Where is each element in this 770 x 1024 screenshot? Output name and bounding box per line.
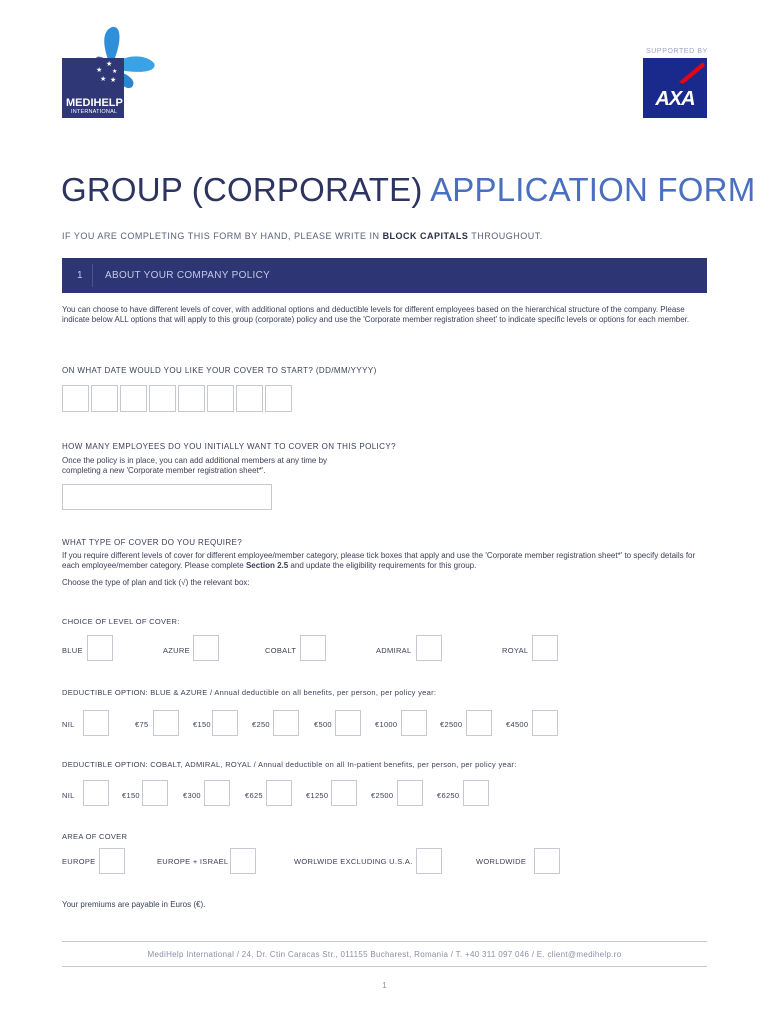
area-of-cover-heading: AREA OF COVER	[62, 832, 128, 841]
logo-title: MEDIHELP	[66, 97, 123, 109]
date-digit-box[interactable]	[120, 385, 147, 412]
date-digit-box[interactable]	[178, 385, 205, 412]
deductible-cobalt-heading: DEDUCTIBLE OPTION: COBALT, ADMIRAL, ROYAL / Annual deductible on all In-patient benefits, per person, per policy year:	[62, 760, 517, 769]
page-title	[61, 171, 755, 209]
area-europe-israel-checkbox[interactable]	[230, 848, 256, 874]
employees-question: HOW MANY EMPLOYEES DO YOU INITIALLY WANT TO COVER ON THIS POLICY?	[62, 442, 396, 451]
level-royal-checkbox[interactable]	[532, 635, 558, 661]
employees-note-line2: completing a new 'Corporate member registration sheet*'.	[62, 466, 266, 475]
deductible-option-label: €150	[193, 720, 211, 729]
level-option-label: ROYAL	[502, 646, 529, 655]
instruction-after: THROUGHOUT.	[468, 231, 543, 241]
cover-type-question: WHAT TYPE OF COVER DO YOU REQUIRE?	[62, 538, 243, 547]
deductible-option-label: €1250	[306, 791, 329, 800]
deductible-option-label: €500	[314, 720, 332, 729]
deductible-blue-checkbox[interactable]	[466, 710, 492, 736]
deductible-blue-checkbox[interactable]	[83, 710, 109, 736]
level-azure-checkbox[interactable]	[193, 635, 219, 661]
instruction-before: IF YOU ARE COMPLETING THIS FORM BY HAND, PLEASE WRITE IN	[62, 231, 383, 241]
deductible-blue-checkbox[interactable]	[401, 710, 427, 736]
date-digit-box[interactable]	[149, 385, 176, 412]
level-of-cover-heading: CHOICE OF LEVEL OF COVER:	[62, 617, 180, 626]
area-option-label: EUROPE + ISRAEL	[157, 857, 229, 866]
employees-note-line1: Once the policy is in place, you can add additional members at any time by	[62, 456, 328, 465]
date-digit-box[interactable]	[207, 385, 234, 412]
svg-text:★: ★	[112, 69, 118, 75]
intro-paragraph: You can choose to have different levels of cover, with additional options and deductible levels for different employees based on the hierarchical structure of the company. Please indicate below ALL options that will apply to this group (corporate) policy and use the 'Corporate member registration sheet' to indicate specific levels or options for each member.	[62, 305, 690, 324]
deductible-option-label: €250	[252, 720, 270, 729]
logo-subtitle: INTERNATIONAL	[71, 109, 118, 115]
area-option-label: WORLWIDE EXCLUDING U.S.A.	[294, 857, 413, 866]
deductible-cobalt-checkbox[interactable]	[266, 780, 292, 806]
area-worldwide-excl-usa-checkbox[interactable]	[416, 848, 442, 874]
cover-type-choose: Choose the type of plan and tick (√) the relevant box:	[62, 578, 250, 587]
page-number: 1	[382, 981, 387, 990]
deductible-option-label: NIL	[62, 720, 75, 729]
area-option-label: WORLDWIDE	[476, 857, 527, 866]
footer-divider-top	[62, 941, 707, 942]
deductible-option-label: NIL	[62, 791, 75, 800]
level-option-label: ADMIRAL	[376, 646, 412, 655]
employees-count-input[interactable]	[62, 484, 272, 510]
supported-by-label: SUPPORTED BY	[646, 48, 708, 55]
axa-logo-text: AXA	[655, 88, 695, 110]
svg-text:★: ★	[106, 61, 113, 68]
footer-address: MediHelp International / 24, Dr. Ctin Caracas Str., 011155 Bucharest, Romania / T. +40 311 097 046 / E. client@medihelp.ro	[147, 950, 622, 959]
deductible-option-label: €625	[245, 791, 263, 800]
date-digit-box[interactable]	[236, 385, 263, 412]
deductible-cobalt-checkbox[interactable]	[142, 780, 168, 806]
deductible-option-label: €300	[183, 791, 201, 800]
deductible-cobalt-checkbox[interactable]	[331, 780, 357, 806]
svg-text:★: ★	[96, 67, 103, 74]
level-option-label: AZURE	[163, 646, 190, 655]
deductible-blue-checkbox[interactable]	[273, 710, 299, 736]
level-admiral-checkbox[interactable]	[416, 635, 442, 661]
cover-type-note-bold: Section 2.5	[245, 561, 289, 570]
deductible-cobalt-checkbox[interactable]	[397, 780, 423, 806]
deductible-option-label: €1000	[375, 720, 398, 729]
level-option-label: COBALT	[265, 646, 297, 655]
area-option-label: EUROPE	[62, 857, 96, 866]
stars-icon	[92, 58, 122, 88]
section-header	[62, 258, 707, 293]
deductible-cobalt-checkbox[interactable]	[463, 780, 489, 806]
cover-type-note-a: If you require different levels of cover for different employee/member category, please tick boxes that apply and use the 'Corporate member registration sheet*' to specify details for each employee/member category. Please complete	[62, 551, 696, 570]
level-option-label: BLUE	[62, 646, 83, 655]
svg-text:★: ★	[100, 76, 107, 83]
section-divider	[92, 264, 93, 287]
deductible-option-label: €2500	[440, 720, 463, 729]
title-part-2: APPLICATION FORM	[430, 171, 756, 208]
deductible-cobalt-checkbox[interactable]	[204, 780, 230, 806]
deductible-blue-heading: DEDUCTIBLE OPTION: BLUE & AZURE / Annual deductible on all benefits, per person, per policy year:	[62, 688, 437, 697]
date-digit-box[interactable]	[62, 385, 89, 412]
area-worldwide-checkbox[interactable]	[534, 848, 560, 874]
deductible-option-label: €4500	[506, 720, 529, 729]
medihelp-logo	[62, 25, 162, 120]
axa-logo	[643, 58, 707, 118]
svg-text:★: ★	[110, 77, 117, 84]
deductible-option-label: €75	[135, 720, 149, 729]
deductible-option-label: €2500	[371, 791, 394, 800]
level-cobalt-checkbox[interactable]	[300, 635, 326, 661]
cover-type-note-b: and update the eligibility requirements for this group.	[288, 561, 477, 570]
deductible-option-label: €150	[122, 791, 140, 800]
cover-type-note	[62, 551, 708, 571]
start-date-question: ON WHAT DATE WOULD YOU LIKE YOUR COVER TO START? (DD/MM/YYYY)	[62, 366, 377, 375]
deductible-blue-checkbox[interactable]	[532, 710, 558, 736]
deductible-blue-checkbox[interactable]	[212, 710, 238, 736]
date-digit-box[interactable]	[265, 385, 292, 412]
level-blue-checkbox[interactable]	[87, 635, 113, 661]
premiums-note: Your premiums are payable in Euros (€).	[62, 900, 206, 909]
section-title: ABOUT YOUR COMPANY POLICY	[105, 270, 271, 281]
date-digit-box[interactable]	[91, 385, 118, 412]
title-part-1: GROUP (CORPORATE)	[61, 171, 431, 208]
instruction-text	[62, 231, 543, 241]
area-europe-checkbox[interactable]	[99, 848, 125, 874]
deductible-blue-checkbox[interactable]	[335, 710, 361, 736]
deductible-cobalt-checkbox[interactable]	[83, 780, 109, 806]
deductible-option-label: €6250	[437, 791, 460, 800]
deductible-blue-checkbox[interactable]	[153, 710, 179, 736]
instruction-bold: BLOCK CAPITALS	[382, 231, 469, 241]
footer-divider-bottom	[62, 966, 707, 967]
section-number: 1	[77, 270, 83, 281]
